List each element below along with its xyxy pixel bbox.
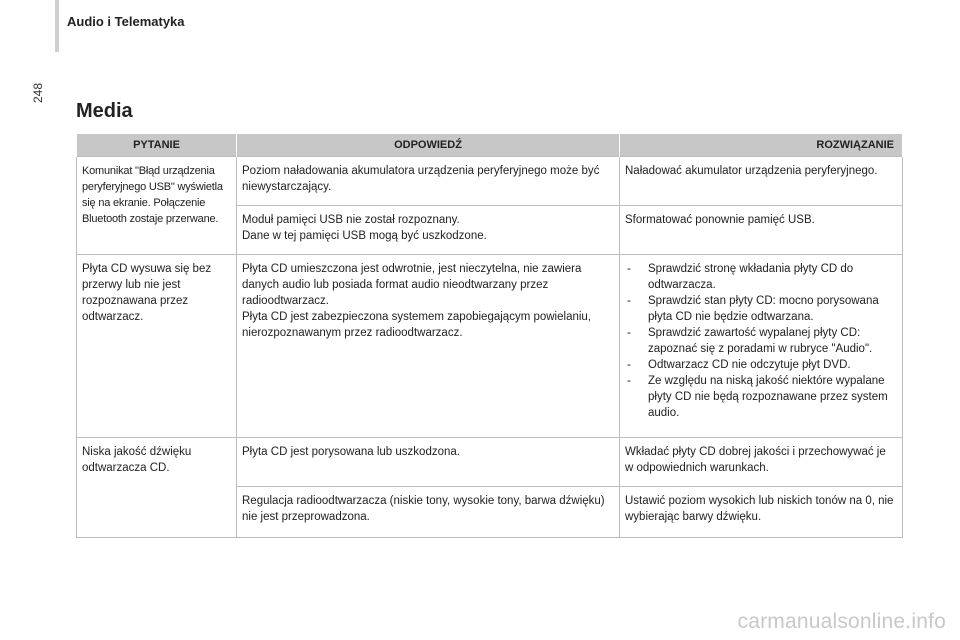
answer-line: Płyta CD umieszczona jest odwrotnie, jest nieczytelna, nie zawiera danych audio lub posiada format audio nieodtwarzany przez radioodtwarzacz. Płyta CD jest zabezpieczona systemem zapobiegającym powielaniu, nierozpoznawanym przez radioodtwarzacz.: [242, 263, 592, 339]
faq-table: [76, 134, 903, 538]
header-answer: ODPOWIEDŹ: [237, 134, 620, 157]
solution-cell: Sformatować ponownie pamięć USB.: [620, 206, 903, 255]
answer-cell: Regulacja radioodtwarzacza (niskie tony, wysokie tony, barwa dźwięku) nie jest przeprowadzona.: [237, 487, 620, 538]
solution-cell: Ustawić poziom wysokich lub niskich tonów na 0, nie wybierając barwy dźwięku.: [620, 487, 903, 538]
table-row: [77, 157, 903, 206]
solution-cell: [620, 255, 903, 438]
table-row: [77, 255, 903, 438]
solution-list: [625, 261, 897, 421]
watermark: carmanualsonline.info: [737, 610, 946, 633]
list-item: - Sprawdzić stronę wkładania płyty CD do odtwarzacza.: [625, 261, 897, 293]
question-cell: Płyta CD wysuwa się bez przerwy lub nie jest rozpoznawana przez odtwarzacz.: [77, 255, 237, 438]
page-number: 248: [31, 82, 45, 104]
question-cell: Niska jakość dźwięku odtwarzacza CD.: [77, 438, 237, 538]
answer-cell: Poziom naładowania akumulatora urządzenia peryferyjnego może być niewystarczający.: [237, 157, 620, 206]
header-question: PYTANIE: [77, 134, 237, 157]
solution-cell: Naładować akumulator urządzenia peryferyjnego.: [620, 157, 903, 206]
list-item: - Odtwarzacz CD nie odczytuje płyt DVD.: [625, 357, 897, 373]
list-item: - Sprawdzić zawartość wypalanej płyty CD: zapoznać się z poradami w rubryce "Audio".: [625, 325, 897, 357]
solution-cell: Wkładać płyty CD dobrej jakości i przechowywać je w odpowiednich warunkach.: [620, 438, 903, 487]
answer-cell: [237, 255, 620, 438]
question-cell: Komunikat "Błąd urządzenia peryferyjnego USB" wyświetla się na ekranie. Połączenie Bluetooth zostaje przerwane.: [77, 157, 237, 255]
answer-cell: Płyta CD jest porysowana lub uszkodzona.: [237, 438, 620, 487]
list-item: - Sprawdzić stan płyty CD: mocno porysowana płyta CD nie będzie odtwarzana.: [625, 293, 897, 325]
header-title: Audio i Telematyka: [67, 14, 185, 29]
header-bar: [55, 0, 59, 52]
section-title: Media: [76, 100, 133, 122]
answer-line: Moduł pamięci USB nie został rozpoznany. Dane w tej pamięci USB mogą być uszkodzone.: [242, 214, 487, 242]
table-row: [77, 438, 903, 487]
list-item: - Ze względu na niską jakość niektóre wypalane płyty CD nie będą rozpoznawane przez system audio.: [625, 373, 897, 421]
header-solution: ROZWIĄZANIE: [620, 134, 903, 157]
table-header-row: [77, 134, 903, 157]
answer-cell: [237, 206, 620, 255]
